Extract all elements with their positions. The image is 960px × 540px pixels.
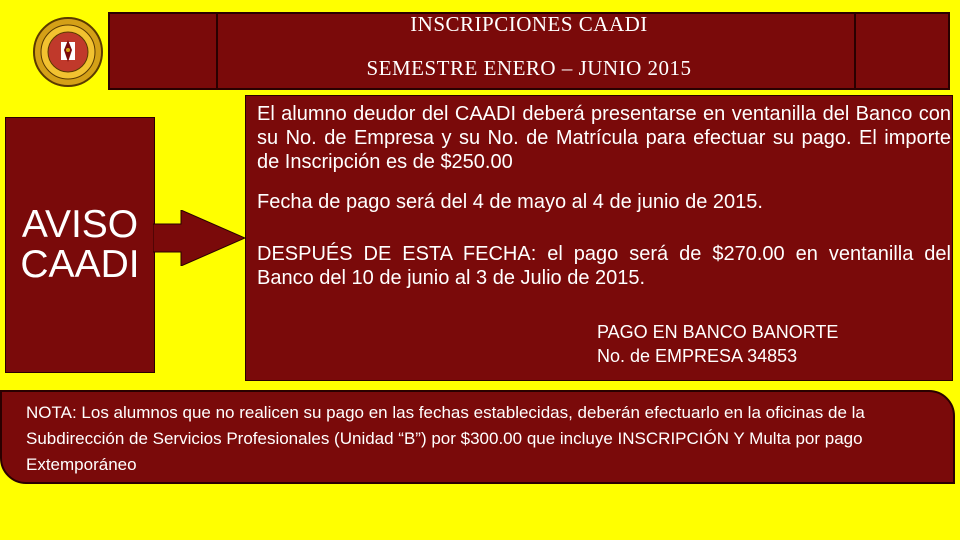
university-seal-icon xyxy=(24,16,112,88)
info-paragraph-1: El alumno deudor del CAADI deberá presentarse en ventanilla del Banco con su No. de Empresa y su No. de Matrícula para efectuar su pago. El importe de Inscripción es de $250.00 xyxy=(257,103,951,173)
info-panel xyxy=(245,95,953,381)
aviso-box xyxy=(5,117,155,373)
info-paragraph-2: Fecha de pago será del 4 de mayo al 4 de junio de 2015. xyxy=(257,191,763,213)
aviso-label xyxy=(20,205,139,285)
nota-text: NOTA: Los alumnos que no realicen su pago en las fechas establecidas, deberán efectuarlo en la oficinas de la Subdirección de Servicios Profesionales (Unidad “B”) por $300.00 que incluye INSCRIPCIÓN Y Multa por pago Extemporáneo xyxy=(26,403,865,474)
arrow-right-icon xyxy=(153,210,245,266)
aviso-line-2: CAADI xyxy=(20,243,140,286)
page-subtitle: SEMESTRE ENERO – JUNIO 2015 xyxy=(366,56,692,80)
company-number: No. de EMPRESA 34853 xyxy=(597,346,798,366)
aviso-line-1: AVISO xyxy=(21,203,139,246)
header-banner xyxy=(108,12,950,90)
info-paragraph-3: DESPUÉS DE ESTA FECHA: el pago será de $270.00 en ventanilla del Banco del 10 de junio al 3 de Julio de 2015. xyxy=(257,243,951,289)
page-title: INSCRIPCIONES CAADI xyxy=(410,12,648,36)
nota-panel xyxy=(0,390,955,484)
bank-name: PAGO EN BANCO BANORTE xyxy=(597,322,839,342)
